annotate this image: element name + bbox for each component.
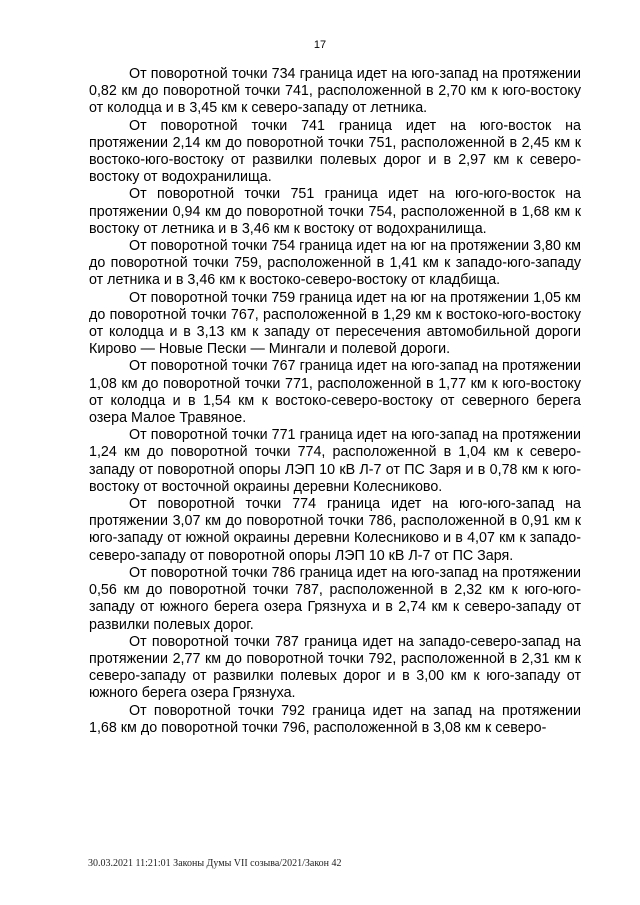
paragraph: От поворотной точки 754 граница идет на юг на протяжении 3,80 км до поворотной точки 759, расположенной в 1,41 км к западо-юго-западу от летника и в 3,46 км к востоко-северо-востоку от кладбища. (89, 238, 582, 289)
paragraph: От поворотной точки 734 граница идет на юго-запад на протяжении 0,82 км до поворотной точки 741, расположенной в 2,70 км к юго-востоку от колодца и в 3,45 км к северо-западу от летника. (89, 66, 581, 117)
paragraph: От поворотной точки 751 граница идет на юго-юго-восток на протяжении 0,94 км до поворотной точки 754, расположенной в 1,68 км к востоку от летника и в 3,46 км к востоку от водохранилища. (89, 186, 581, 237)
paragraph: От поворотной точки 792 граница идет на запад на протяжении 1,68 км до поворотной точки 796, расположенной в 3,08 км к северо- (89, 702, 581, 736)
document-footer: 30.03.2021 11:21:01 Законы Думы VII созыва/2021/Закон 42 (88, 858, 342, 869)
page-number: 17 (313, 39, 327, 51)
paragraph: От поворотной точки 774 граница идет на юго-юго-запад на протяжении 3,07 км до поворотной точки 786, расположенной в 0,91 км к юго-западу от южной окраины деревни Колесниково и в 4,07 км к западо-северо-западу от поворотной опоры ЛЭП 10 кВ Л-7 от ПС Заря. (89, 496, 581, 564)
paragraph: От поворотной точки 741 граница идет на юго-восток на протяжении 2,14 км до поворотной точки 751, расположенной в 2,45 км к востоко-юго-востоку от развилки полевых дорог и в 2,97 км к северо-востоку от водохранилища. (89, 117, 581, 186)
paragraph: От поворотной точки 771 граница идет на юго-запад на протяжении 1,24 км до поворотной точки 774, расположенной в 1,04 км к северо-западу от поворотной опоры ЛЭП 10 кВ Л-7 от ПС Заря и в 0,78 км к юго-востоку от восточной окраины деревни Колесниково. (89, 427, 581, 495)
paragraph: От поворотной точки 767 граница идет на юго-запад на протяжении 1,08 км до поворотной точки 771, расположенной в 1,77 км к юго-востоку от колодца и в 1,54 км к востоко-северо-востоку от северного берега озера Малое Травяное. (89, 358, 581, 427)
document-body (89, 66, 581, 737)
paragraph: От поворотной точки 786 граница идет на юго-запад на протяжении 0,56 км до поворотной точки 787, расположенной в 2,32 км к юго-юго-западу от южного берега озера Грязнуха и в 2,74 км к северо-западу от развилки полевых дорог. (89, 564, 581, 633)
paragraph: От поворотной точки 787 граница идет на западо-северо-запад на протяжении 2,77 км до поворотной точки 792, расположенной в 2,31 км к северо-западу от развилки полевых дорог и в 3,00 км к юго-западу от южного берега озера Грязнуха. (89, 633, 581, 702)
paragraph: От поворотной точки 759 граница идет на юг на протяжении 1,05 км до поворотной точки 767, расположенной в 1,29 км к востоко-юго-востоку от колодца и в 3,13 км к западу от пересечения автомобильной дороги Кирово — Новые Пески — Мингали и полевой дороги. (89, 289, 582, 358)
